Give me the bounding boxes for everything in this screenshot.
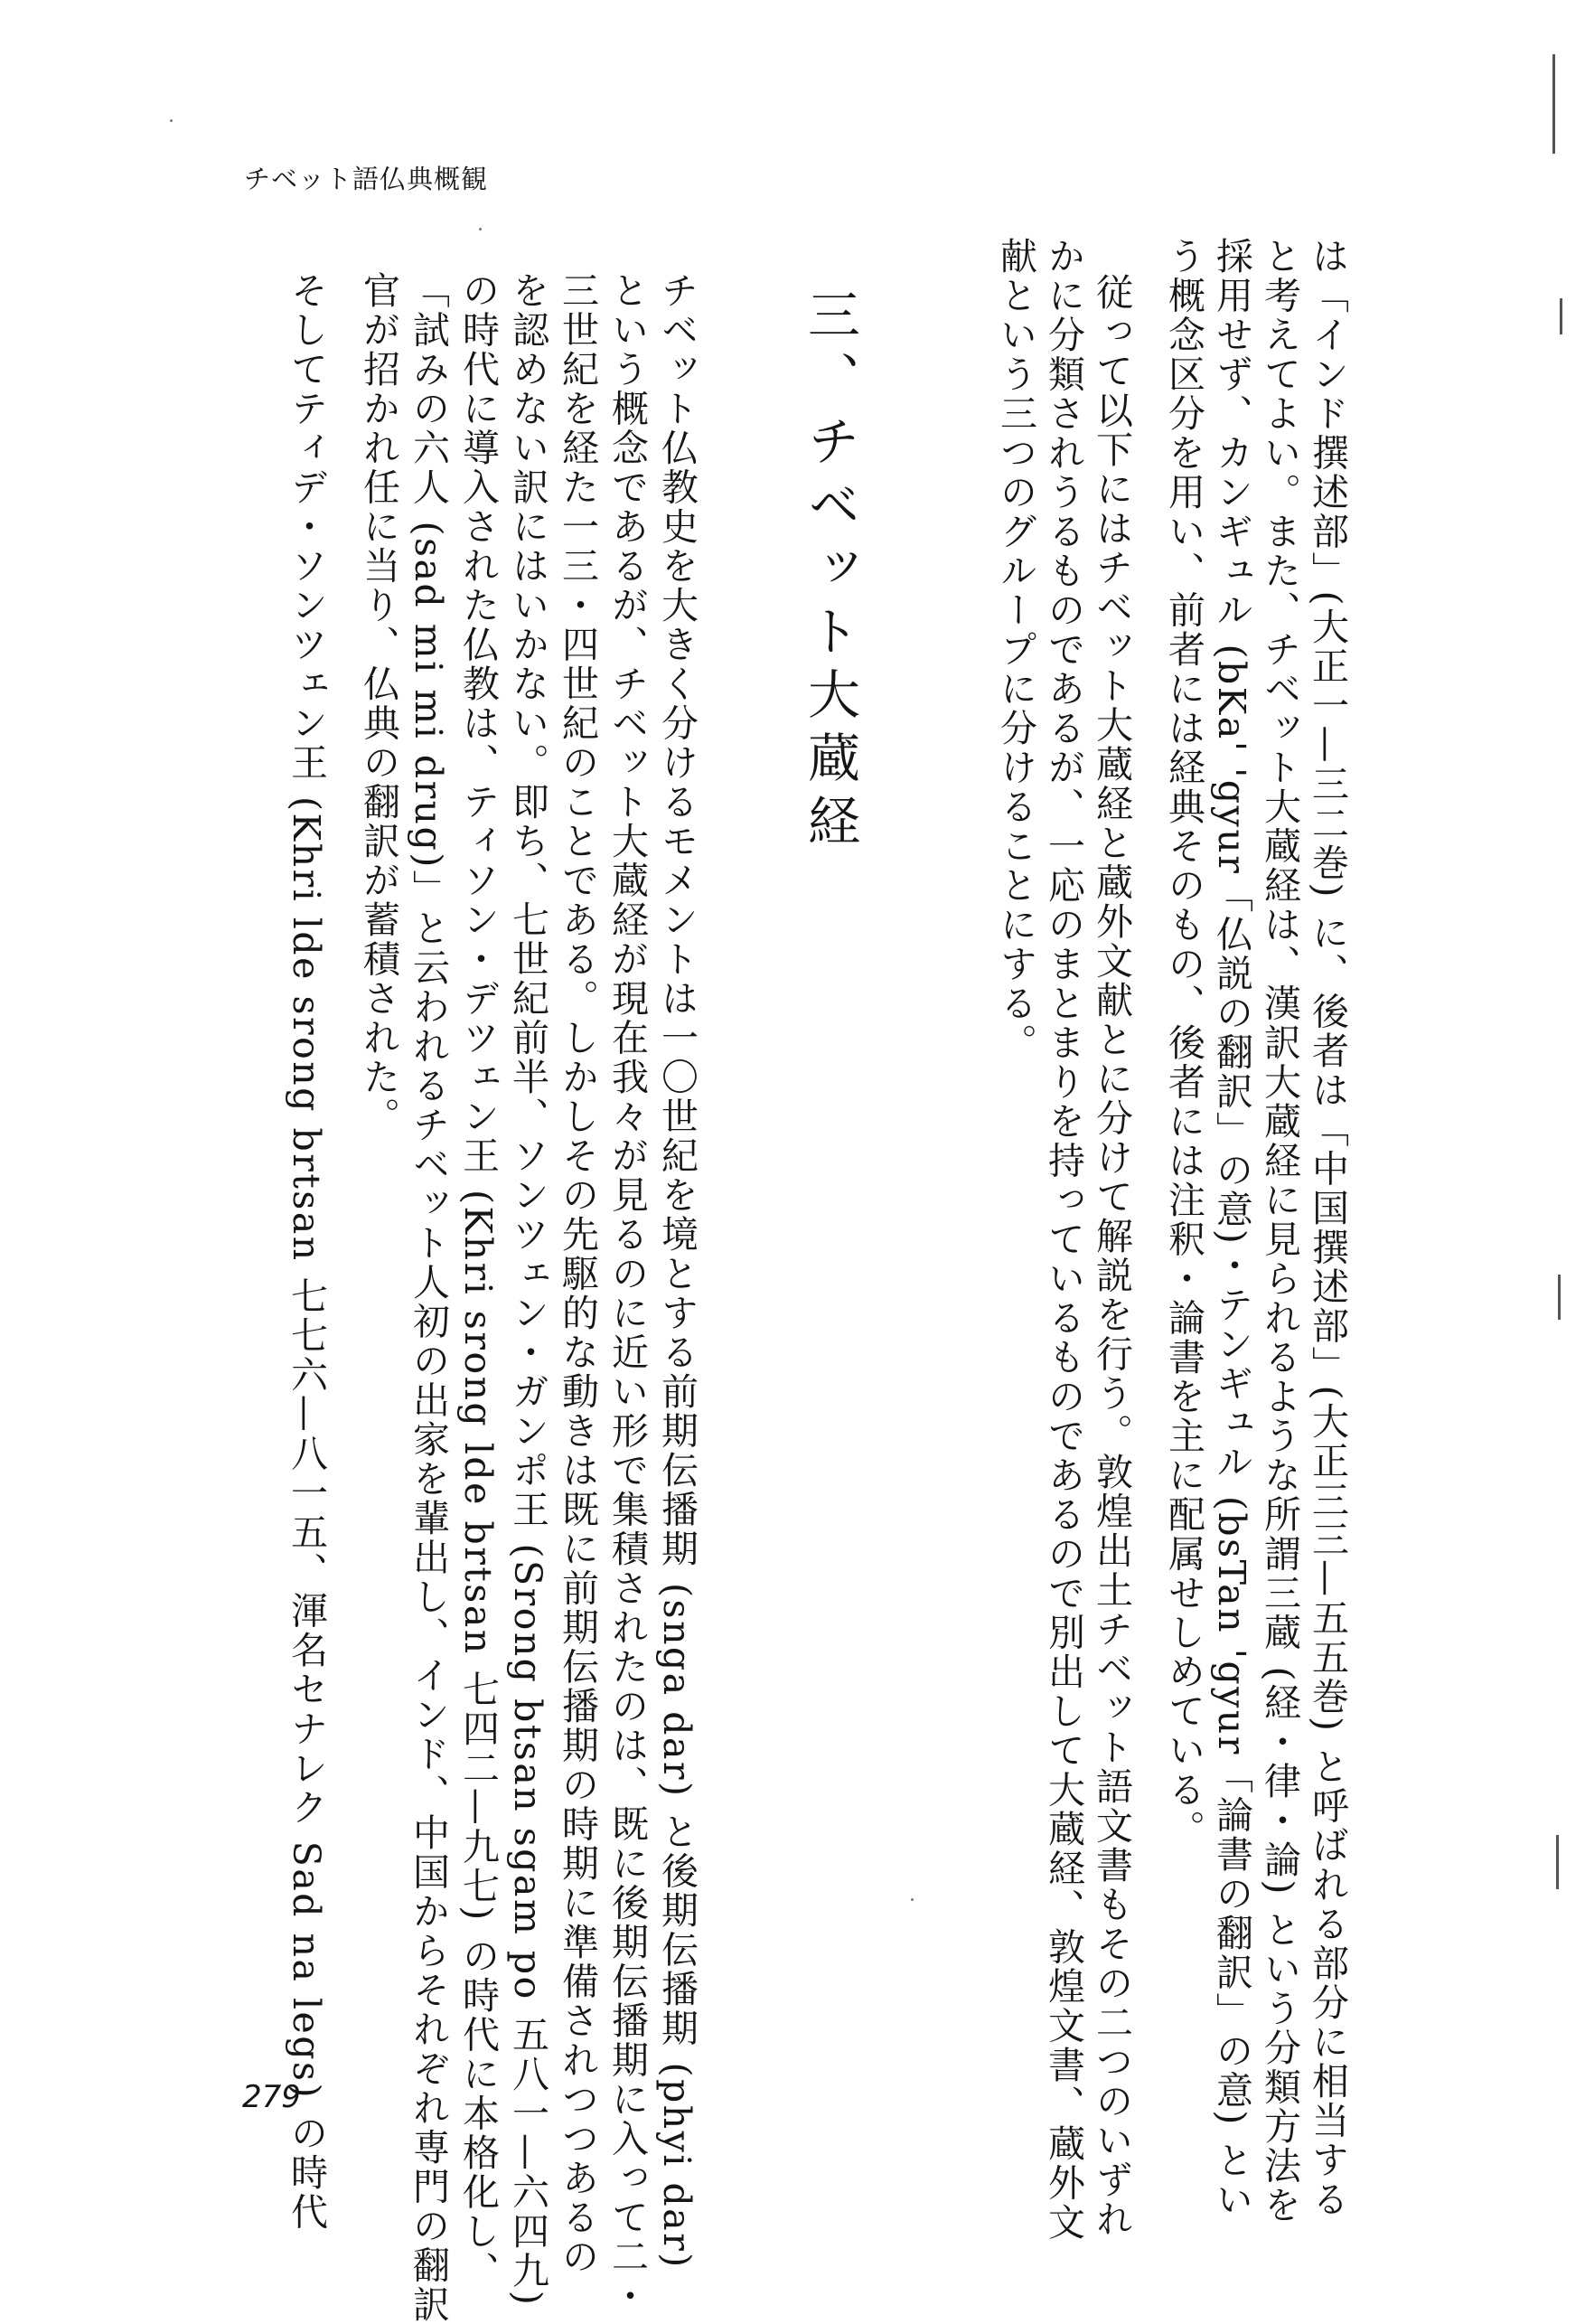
text-column: 献という三つのグループに分けることにする。 <box>994 237 1037 1063</box>
text-column: チベット仏教史を大きく分けるモメントは一〇世紀を境とする前期伝播期 (snga dar) と後期伝播期 (phyi dar) <box>655 271 699 2270</box>
scan-speck <box>479 228 482 231</box>
scan-edge-mark <box>1558 1275 1561 1320</box>
text-column: そしてティデ・ソンツェン王 (Khri lde srong brtsan 七七六—八一五、渾名セナレク Sad na legs) の時代 <box>285 271 328 2233</box>
text-column: 三世紀を経た一三・四世紀のことである。しかしその先駆的な動きは既に前期伝播期の時期に準備されつつあるの <box>556 271 599 2277</box>
scan-edge-mark <box>1560 298 1562 334</box>
text-column: と考えてよい。また、チベット大蔵経は、漢訳大蔵経に見られるような所謂三蔵 (経・律・論) という分類方法を <box>1258 237 1301 2225</box>
section-heading: 三、チベット大蔵経 <box>799 287 860 857</box>
running-head-title: チベット語仏典概観 <box>244 164 489 194</box>
page-number: 279 <box>242 2079 301 2115</box>
text-column: の時代に導入された仏教は、ティソン・デツェン王 (Khri srong lde brtsan 七四二—九七) の時代に本格化し、 <box>456 271 500 2291</box>
text-column: 官が招かれ任に当り、仏典の翻訳が蓄積された。 <box>357 271 400 1136</box>
text-column: 採用せず、カンギュル (bKa' 'gyur「仏説の翻訳」の意)・テンギュル (bsTan 'gyur「論書の翻訳」の意) とい <box>1210 237 1253 2220</box>
scan-edge-mark <box>1552 54 1555 154</box>
scan-speck <box>170 119 173 122</box>
text-column: 「試みの六人 (sad mi mi drug)」と云われるチベット人初の出家を輩出し、インド、中国からそれぞれ専門の翻訳 <box>407 271 450 2324</box>
text-column: 従って以下にはチベット大蔵経と蔵外文献とに分けて解説を行う。敦煌出土チベット語文書もその二つのいずれ <box>1090 273 1133 2239</box>
scan-edge-mark <box>1556 1835 1559 1889</box>
text-column: を認めない訳にはいかない。即ち、七世紀前半、ソンツェン・ガンポ王 (Srong btsan sgam po 五八一—六四九) <box>506 271 549 2308</box>
text-column: う概念区分を用い、前者には経典そのもの、後者には注釈・論書を主に配属せしめている。 <box>1162 237 1205 1849</box>
scan-speck <box>911 1898 914 1901</box>
text-column: は「インド撰述部」(大正一—三二巻) に、後者は「中国撰述部」(大正三三—五五巻) と呼ばれる部分に相当する <box>1306 237 1349 2220</box>
text-column: かに分類されうるものであるが、一応のまとまりを持っているものであるので別出して大蔵経、敦煌文書、蔵外文 <box>1042 237 1085 2243</box>
text-column: という概念であるが、チベット大蔵経が現在我々が見るのに近い形で集積されたのは、既に後期伝播期に入って二・ <box>605 271 649 2316</box>
